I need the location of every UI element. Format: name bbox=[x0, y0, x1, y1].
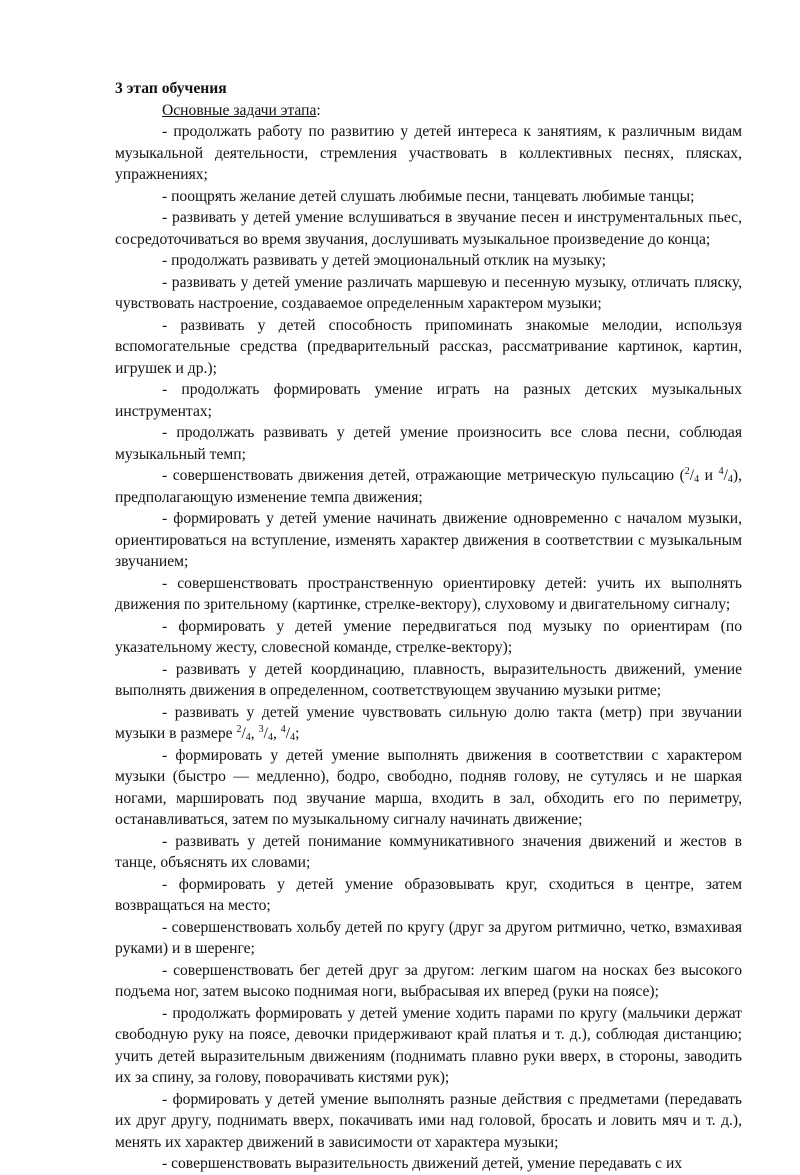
task-item: - продолжать формировать у детей умение ходить парами по кругу (мальчики держат свободную руку на поясе, девочки придерживают край платья и т. д.), соблюдая дистанцию; учить детей выразительным движениям (поднимать плавно руки вверх, в стороны, заводить их за спину, за голову, поворачивать кистями рук); bbox=[115, 1004, 742, 1086]
meter-comma: , bbox=[250, 725, 259, 742]
task-item: - формировать у детей умение начинать движение одновременно с началом музыки, ориентироваться на вступление, изменять характер движения в соответствии с музыкальным звучанием; bbox=[115, 510, 742, 570]
fraction-numerator: 4 bbox=[280, 724, 286, 735]
task-item: - развивать у детей умение различать маршевую и песенную музыку, отличать пляску, чувствовать настроение, создаваемое определенным характером музыки; bbox=[115, 273, 742, 312]
task-item: - продолжать развивать у детей эмоциональный отклик на музыку; bbox=[162, 252, 607, 269]
tempo-text-before: - совершенствовать движения детей, отражающие метрическую пульсацию ( bbox=[162, 467, 685, 484]
fraction-denominator: 4 bbox=[290, 732, 296, 743]
fraction-slash: / bbox=[689, 467, 695, 484]
fraction-slash: / bbox=[241, 725, 246, 742]
meter-comma: , bbox=[272, 725, 281, 742]
fraction-numerator: 4 bbox=[718, 466, 724, 477]
tempo-text-mid: и bbox=[699, 467, 719, 484]
task-item: - совершенствовать пространственную ориентировку детей: учить их выполнять движения по зрительному (картинке, стрелке-вектору), слуховому и двигательному сигналу; bbox=[115, 574, 742, 613]
document-body bbox=[115, 78, 742, 1175]
subheading-label: Основные задачи этапа bbox=[162, 101, 317, 119]
task-item: - поощрять желание детей слушать любимые песни, танцевать любимые танцы; bbox=[162, 187, 695, 205]
task-item-tempo bbox=[115, 465, 742, 508]
task-item: - развивать у детей понимание коммуникативного значения движений и жестов в танце, объяснять их словами; bbox=[115, 832, 742, 871]
fraction-slash: / bbox=[263, 725, 268, 742]
fraction-numerator: 3 bbox=[258, 724, 264, 735]
fraction-numerator: 2 bbox=[236, 724, 242, 735]
task-item: - продолжать работу по развитию у детей интереса к занятиям, к различным видам музыкальной деятельности, стремления участвовать в коллективных песнях, плясках, упражнениях; bbox=[115, 123, 742, 183]
task-item: - совершенствовать хольбу детей по кругу (друг за другом ритмично, четко, взмахивая руками) и в шеренге; bbox=[115, 918, 742, 957]
fraction-denominator: 4 bbox=[267, 732, 273, 743]
section-heading: 3 этап обучения bbox=[115, 80, 227, 97]
task-item: - развивать у детей способность припоминать знакомые мелодии, используя вспомогательные средства (предварительный рассказ, рассматривание картинок, картин, игрушек и др.); bbox=[115, 316, 742, 377]
subheading-colon: : bbox=[316, 101, 321, 119]
task-item: - формировать у детей умение выполнять движения в соответствии с характером музыки (быстро — медленно), бодро, свободно, подняв голову, не сутулясь и не шаркая ногами, маршировать под звучание марша, входить в зал, обходить его по периметру, останавливаться, затем по музыкальному сигналу начинать движение; bbox=[115, 746, 742, 828]
fraction-slash: / bbox=[723, 467, 728, 484]
fraction-slash: / bbox=[285, 725, 291, 742]
meter-text-before: - развивать у детей умение чувствовать сильную долю такта (метр) при звучании музыки в размере bbox=[115, 703, 742, 742]
task-item: - продолжать развивать у детей умение произносить все слова песни, соблюдая музыкальный темп; bbox=[115, 424, 742, 463]
task-item: - формировать у детей умение выполнять разные действия с предметами (передавать их друг другу, поднимать вверх, покачивать ими над головой, бросать и ловить мяч и т. д.), менять их характер движений в зависимости от характера музыки; bbox=[115, 1090, 742, 1151]
meter-text-after: ; bbox=[295, 725, 300, 742]
task-item: - формировать у детей умение передвигаться под музыку по ориентирам (по указательному жесту, словесной команде, стрелке-вектору); bbox=[115, 617, 742, 656]
task-item: - продолжать формировать умение играть на разных детских музыкальных инструментах; bbox=[115, 381, 742, 420]
task-item: - совершенствовать выразительность движений детей, умение передавать с их bbox=[162, 1155, 683, 1172]
task-item: - развивать у детей умение вслушиваться в звучание песен и инструментальных пьес, сосредоточиваться во время звучания, дослушивать музыкальное произведение до конца; bbox=[115, 209, 742, 248]
fraction-numerator: 2 bbox=[684, 466, 690, 477]
task-item-meter bbox=[115, 702, 742, 745]
fraction-denominator: 4 bbox=[727, 474, 733, 485]
section-subheading bbox=[115, 100, 742, 122]
fraction-denominator: 4 bbox=[694, 474, 700, 485]
task-item: - совершенствовать бег детей друг за другом: легким шагом на носках без высокого подъема ног, затем высоко поднимая ноги, выбрасывая их вперед (руки на поясе); bbox=[115, 961, 742, 1000]
task-item: - формировать у детей умение образовывать круг, сходиться в центре, затем возвращаться на место; bbox=[115, 875, 742, 914]
tempo-text-after: ), предполагающую изменение темпа движения; bbox=[115, 467, 742, 506]
task-item: - развивать у детей координацию, плавность, выразительность движений, умение выполнять движения в определенном, соответствующем звучанию музыки ритме; bbox=[115, 660, 742, 699]
fraction-denominator: 4 bbox=[245, 732, 251, 743]
